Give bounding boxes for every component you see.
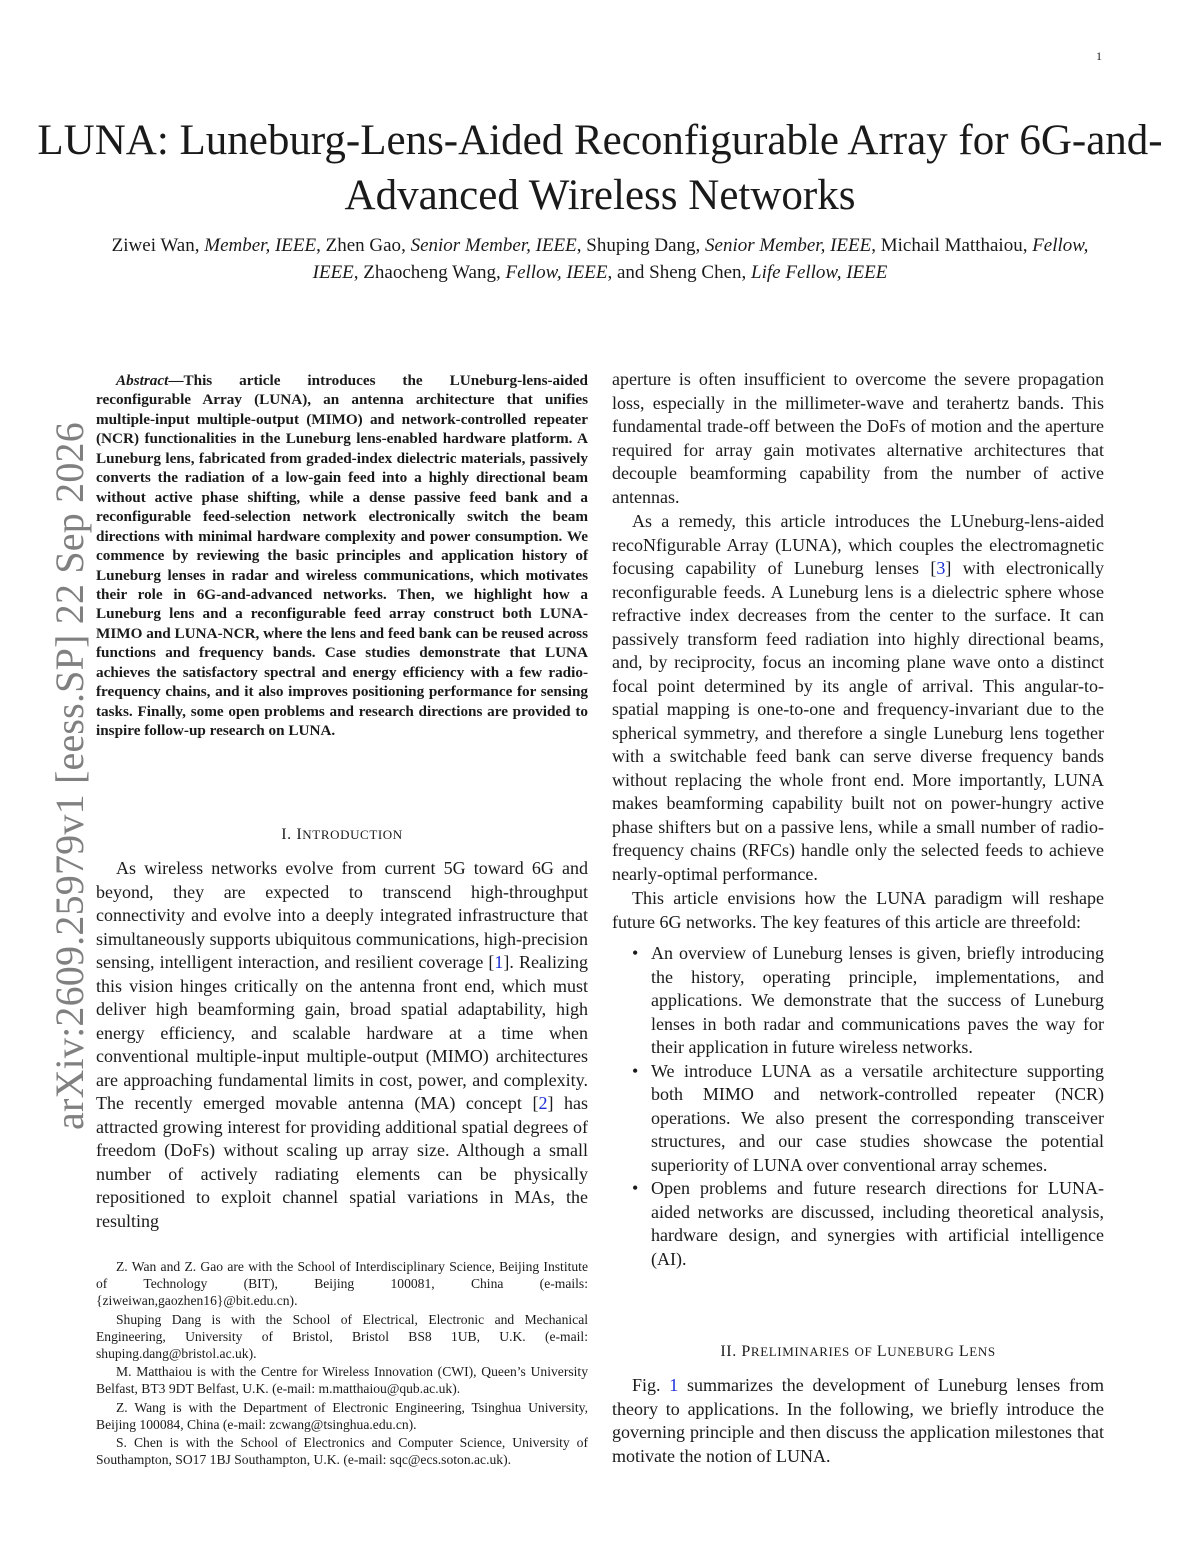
introduction-body xyxy=(96,857,588,1233)
contribution-list xyxy=(612,942,1104,1271)
citation-link[interactable]: 2 xyxy=(538,1093,548,1113)
arxiv-identifier-stamp: arXiv:2609.25979v1 [eess.SP] 22 Sep 2026 xyxy=(47,422,92,1130)
author-name: Shuping Dang xyxy=(586,235,696,256)
paragraph: As wireless networks evolve from current 5G toward 6G and beyond, they are expected to transcend high-throughput connectivity and evolve into a deeply integrated infrastructure that simultaneously supports ubiquitous communications, high-precision sensing, intelligent interaction, and resilient coverage [1]. Realizing this vision hinges critically on the antenna front end, which must deliver high beamforming gain, broad spatial adaptability, high energy efficiency, and scalable hardware at a time when conventional multiple-input multiple-output (MIMO) architectures are approaching fundamental limits in cost, power, and complexity. The recently emerged movable antenna (MA) concept [2] has attracted growing interest for providing additional spatial degrees of freedom (DoFs) without scaling up array size. Although a small number of actively radiating elements can be physically repositioned to exploit channel spatial variations in MAs, the resulting xyxy=(96,858,588,1231)
author-role: Member, IEEE xyxy=(204,235,317,256)
page-number: 1 xyxy=(1096,49,1102,63)
list-item-text: An overview of Luneburg lenses is given, briefly introducing the history, operating principle, implementations, and applications. We demonstrate that the success of Luneburg lenses in both radar and communications paves the way for their application in future wireless networks. xyxy=(651,943,1104,1057)
paragraph: As a remedy, this article introduces the LUneburg-lens-aided recoNfigurable Array (LUNA), which couples the electromagnetic focusing capability of Luneburg lenses [3] with electronically reconfigurable feeds. A Luneburg lens is a dielectric sphere whose refractive index decreases from the center to the surface. It can passively transform feed radiation into highly directional beams, and, by reciprocity, focus an incoming plane wave onto a distinct focal point determined by its angle of arrival. This angular-to-spatial mapping is one-to-one and frequency-invariant due to the spherical symmetry, and therefore a single Luneburg lens together with a switchable feed bank can serve diverse frequency bands without replacing the whole front end. More importantly, LUNA makes beamforming capability built not on power-hungry active phase shifters but on a passive lens, while a small number of radio-frequency chains (RFCs) handle only the selected feeds to achieve nearly-optimal performance. xyxy=(612,511,1105,884)
paper-title: LUNA: Luneburg-Lens-Aided Reconfigurable Array for 6G-and-Advanced Wireless Networks xyxy=(37,117,1163,219)
paragraph: This article envisions how the LUNA paradigm will reshape future 6G networks. The key features of this article are threefold: xyxy=(612,888,1104,932)
section-number: II. xyxy=(720,1343,737,1360)
author-role: Fellow, IEEE xyxy=(312,235,1089,283)
paragraph-text: Fig. xyxy=(632,1375,661,1395)
bullet-icon: • xyxy=(632,1178,639,1198)
author-role: Senior Member, IEEE xyxy=(705,235,872,256)
author-name: Zhen Gao xyxy=(325,235,402,256)
author-name: Sheng Chen xyxy=(649,262,742,283)
author-role: Fellow, IEEE xyxy=(505,262,608,283)
abstract: Abstract—This article introduces the LUneburg-lens-aided reconfigurable Array (LUNA), an antenna architecture that unifies multiple-input multiple-output (MIMO) and network-controlled repeater (NCR) functionalities in the Luneburg lens-enabled hardware platform. A Luneburg lens, fabricated from graded-index dielectric materials, passively converts the radiation of a low-gain feed into a highly directional beam without active phase shifting, while a dense passive feed bank and a reconfigurable feed-selection network electronically switch the beam directions with minimal hardware complexity and power consumption. We commence by reviewing the basic principles and application history of Luneburg lenses in radar and wireless communications, which motivates their role in 6G-and-advanced networks. Then, we highlight how a Luneburg lens and a reconfigurable feed array construct both LUNA-MIMO and LUNA-NCR, where the lens and feed bank can be reused across functions and frequency bands. Case studies demonstrate that LUNA achieves the satisfactory spectral and energy efficiency with a few radio-frequency chains, and it also improves positioning performance for sensing tasks. Finally, some open problems and research directions are provided to inspire follow-up research on LUNA. xyxy=(96,372,588,740)
abstract-text: This article introduces the LUneburg-lens-aided reconfigurable Array (LUNA), an antenna architecture that unifies multiple-input multiple-output (MIMO) and network-controlled repeater (NCR) functionalities in the Luneburg lens-enabled hardware platform. A Luneburg lens, fabricated from graded-index dielectric materials, passively converts the radiation of a low-gain feed into a highly directional beam without active phase shifting, while a dense passive feed bank and a reconfigurable feed-selection network electronically switch the beam directions with minimal hardware complexity and power consumption. We commence by reviewing the basic principles and application history of Luneburg lenses in radar and wireless communications, which motivates their role in 6G-and-advanced networks. Then, we highlight how a Luneburg lens and a reconfigurable feed array construct both LUNA-MIMO and LUNA-NCR, where the lens and feed bank can be reused across functions and frequency bands. Case studies demonstrate that LUNA achieves the satisfactory spectral and energy efficiency with a few radio-frequency chains, and it also improves positioning performance for sensing tasks. Finally, some open problems and research directions are provided to inspire follow-up research on LUNA. xyxy=(96,372,588,740)
paragraph-text: As a remedy, this article introduces the xyxy=(632,511,942,531)
footnote: Z. Wan and Z. Gao are with the School of Interdisciplinary Science, Beijing Institute of Technology (BIT), Beijing 100081, China (e-mails: {ziweiwan,gaozhen16}@bit.edu.cn). xyxy=(96,1259,588,1309)
figure-reference-link[interactable]: 1 xyxy=(669,1375,679,1395)
footnote: Z. Wang is with the Department of Electronic Engineering, Tsinghua University, Beijing 100084, China (e-mail: zcwang@tsinghua.edu.cn). xyxy=(96,1399,588,1432)
footnote: S. Chen is with the School of Electronics and Computer Science, University of Southampton, SO17 1BJ Southampton, U.K. (e-mail: sqc@ecs.soton.ac.uk). xyxy=(96,1435,588,1468)
author-list: Ziwei Wan, Member, IEEE, Zhen Gao, Senior Member, IEEE, Shuping Dang, Senior Member, IEEE, Michail Matthaiou, Fellow, IEEE, Zhaocheng Wang, Fellow, IEEE, and Sheng Chen, Life Fellow, IEEE xyxy=(111,235,1089,283)
author-name: Ziwei Wan xyxy=(111,235,195,256)
section-number: I. xyxy=(281,826,292,843)
author-role: Senior Member, IEEE xyxy=(410,235,577,256)
bullet-icon: • xyxy=(632,1060,639,1081)
author-name: Michail Matthaiou xyxy=(880,235,1023,256)
citation-link[interactable]: 1 xyxy=(494,952,504,972)
list-item xyxy=(612,1060,1104,1178)
citation-link[interactable]: 3 xyxy=(936,558,946,578)
preliminaries-body xyxy=(612,1374,1104,1468)
footnote: M. Matthaiou is with the Centre for Wireless Innovation (CWI), Queen’s University Belfast, BT3 9DT Belfast, U.K. (e-mail: m.matthaiou@qub.ac.uk). xyxy=(96,1364,588,1397)
section-heading-introduction xyxy=(96,826,588,844)
list-item xyxy=(612,942,1104,1060)
author-role: Life Fellow, IEEE xyxy=(751,262,888,283)
luna-acronym-expansion: LUneburg-lens-aided recoNfigurable Array (LUNA) xyxy=(612,511,1104,555)
paragraph: aperture is often insufficient to overcome the severe propagation loss, especially in the millimeter-wave and terahertz bands. This fundamental trade-off between the DoFs of motion and the aperture required for array gain motivates alternative architectures that decouple beamforming capability from the number of active antennas. xyxy=(612,369,1104,507)
author-footnotes xyxy=(96,1258,588,1469)
author-name: Zhaocheng Wang xyxy=(363,262,496,283)
right-column-body xyxy=(612,368,1104,1271)
paragraph-text: which couples the electromagnetic focusing capability of Luneburg lenses [3] with electronically reconfigurable feeds. A Luneburg lens is a dielectric sphere whose refractive index decreases from the center to the surface. It can passively transform feed radiation into highly directional beams, and, by reciprocity, focus an incoming plane wave onto a distinct focal point determined by its angle of arrival. This angular-to-spatial mapping is one-to-one and frequency-invariant due to the spherical symmetry, and therefore a single Luneburg lens together with a switchable feed bank can serve diverse frequency bands without replacing the whole front end. More importantly, LUNA makes beamforming capability built not on power-hungry active phase shifters but on a passive lens, while a small number of radio-frequency chains (RFCs) handle only the selected feeds to achieve nearly-optimal performance. xyxy=(612,534,1105,884)
footnote: Shuping Dang is with the School of Electrical, Electronic and Mechanical Engineering, University of Bristol, Bristol BS8 1UB, U.K. (e-mail: shuping.dang@bristol.ac.uk). xyxy=(96,1311,588,1362)
paragraph-text: summarizes the development of Luneburg lenses from theory to applications. In the following, we briefly introduce the governing principle and then discuss the application milestones that motivate the notion of LUNA. xyxy=(612,1375,1105,1466)
paragraph xyxy=(612,1374,1104,1468)
list-item-text: We introduce LUNA as a versatile architecture supporting both MIMO and network-controlled repeater (NCR) operations. We also present the corresponding transceiver structures, and our case studies showcase the potential superiority of LUNA over conventional array schemes. xyxy=(651,1060,1104,1175)
section-title: INTRODUCTION xyxy=(296,826,403,843)
section-title: PRELIMINARIES OF LUNEBURG LENS xyxy=(741,1343,996,1360)
list-item-text: Open problems and future research directions for LUNA-aided networks are discussed, including theoretical analysis, hardware design, and synergies with artificial intelligence (AI). xyxy=(651,1178,1104,1269)
bullet-icon: • xyxy=(632,943,639,963)
list-item xyxy=(612,1177,1104,1271)
abstract-label: Abstract xyxy=(116,372,169,389)
section-heading-preliminaries xyxy=(612,1343,1104,1361)
